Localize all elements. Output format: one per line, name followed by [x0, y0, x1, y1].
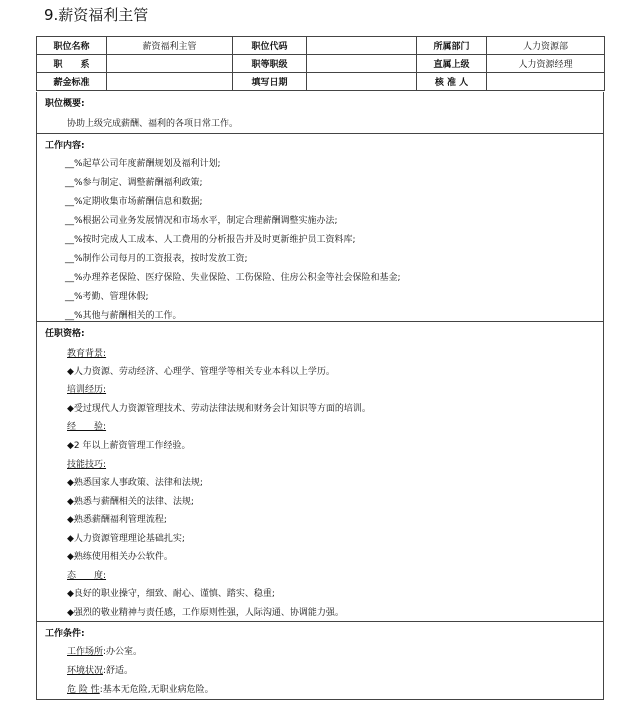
overview-text: 协助上级完成薪酬、福利的各项日常工作。	[67, 119, 239, 129]
skill-item: ◆熟悉与薪酬相关的法律、法规;	[67, 497, 194, 507]
risk-label: 危 险 性	[67, 685, 100, 695]
qualification-section	[36, 322, 604, 622]
header-row-2	[37, 55, 605, 73]
attitude-item: ◆良好的职业操守，细致、耐心、谨慎、踏实、稳重;	[67, 589, 275, 599]
conditions-heading: 工作条件:	[45, 629, 85, 639]
value-department: 人力资源部	[487, 37, 605, 55]
label-salary-standard: 薪金标准	[37, 73, 107, 91]
work-item: __%考勤、管理休假;	[65, 292, 149, 302]
place-label: 工作场所	[67, 647, 104, 657]
work-item: __%根据公司业务发展情况和市场水平，制定合理薪酬调整实施办法;	[65, 216, 338, 226]
work-section	[36, 134, 604, 322]
label-job-code: 职位代码	[233, 37, 307, 55]
overview-section	[36, 92, 604, 134]
label-job-family: 职 系	[37, 55, 107, 73]
label-fill-date: 填写日期	[233, 73, 307, 91]
environment-label: 环境状况	[67, 666, 104, 676]
job-header-table	[36, 36, 605, 91]
risk-value: :基本无危险,无职业病危险。	[99, 685, 214, 695]
value-fill-date	[307, 73, 417, 91]
label-job-grade: 职等职级	[233, 55, 307, 73]
work-item: __%制作公司每月的工资报表，按时发放工资;	[65, 254, 248, 264]
condition-environment	[67, 663, 133, 676]
value-job-title: 薪资福利主管	[107, 37, 233, 55]
value-salary-standard	[107, 73, 233, 91]
education-text: ◆人力资源、劳动经济、心理学、管理学等相关专业本科以上学历。	[67, 367, 335, 377]
condition-risk	[67, 682, 214, 695]
value-job-grade	[307, 55, 417, 73]
header-row-1	[37, 37, 605, 55]
work-item: __%定期收集市场薪酬信息和数据;	[65, 197, 203, 207]
conditions-section	[36, 622, 604, 700]
work-item: __%按时完成人工成本、人工费用的分析报告并及时更新维护员工资料库;	[65, 235, 356, 245]
value-approver	[487, 73, 605, 91]
work-heading: 工作内容:	[45, 141, 85, 151]
work-item: __%起草公司年度薪酬规划及福利计划;	[65, 159, 221, 169]
qualification-heading: 任职资格:	[45, 329, 85, 339]
header-row-3	[37, 73, 605, 91]
work-item: __%其他与薪酬相关的工作。	[65, 311, 182, 321]
value-job-code	[307, 37, 417, 55]
label-job-title: 职位名称	[37, 37, 107, 55]
skill-item: ◆人力资源管理理论基础扎实;	[67, 534, 185, 544]
value-supervisor: 人力资源经理	[487, 55, 605, 73]
place-value: :办公室。	[103, 647, 143, 657]
overview-heading: 职位概要:	[45, 99, 85, 109]
page-title: 9.薪资福利主管	[44, 6, 149, 24]
skills-label: 技能技巧:	[67, 460, 107, 470]
label-department: 所属部门	[417, 37, 487, 55]
skill-item: ◆熟悉国家人事政策、法律和法规;	[67, 478, 203, 488]
label-supervisor: 直属上级	[417, 55, 487, 73]
education-label: 教育背景:	[67, 349, 107, 359]
training-text: ◆受过现代人力资源管理技术、劳动法律法规和财务会计知识等方面的培训。	[67, 404, 371, 414]
attitude-item: ◆强烈的敬业精神与责任感，工作原则性强，人际沟通、协调能力强。	[67, 608, 344, 618]
skill-item: ◆熟练使用相关办公软件。	[67, 552, 173, 562]
label-approver: 核 准 人	[417, 73, 487, 91]
attitude-label: 态 度:	[67, 571, 107, 581]
experience-text: ◆2 年以上薪资管理工作经验。	[67, 441, 191, 451]
environment-value: :舒适。	[103, 666, 134, 676]
skill-item: ◆熟悉薪酬福利管理流程;	[67, 515, 167, 525]
training-label: 培训经历:	[67, 385, 107, 395]
experience-label: 经 验:	[67, 422, 107, 432]
work-item: __%参与制定、调整薪酬福利政策;	[65, 178, 203, 188]
work-item: __%办理养老保险、医疗保险、失业保险、工伤保险、住房公积金等社会保险和基金;	[65, 273, 401, 283]
value-job-family	[107, 55, 233, 73]
condition-place	[67, 644, 142, 657]
